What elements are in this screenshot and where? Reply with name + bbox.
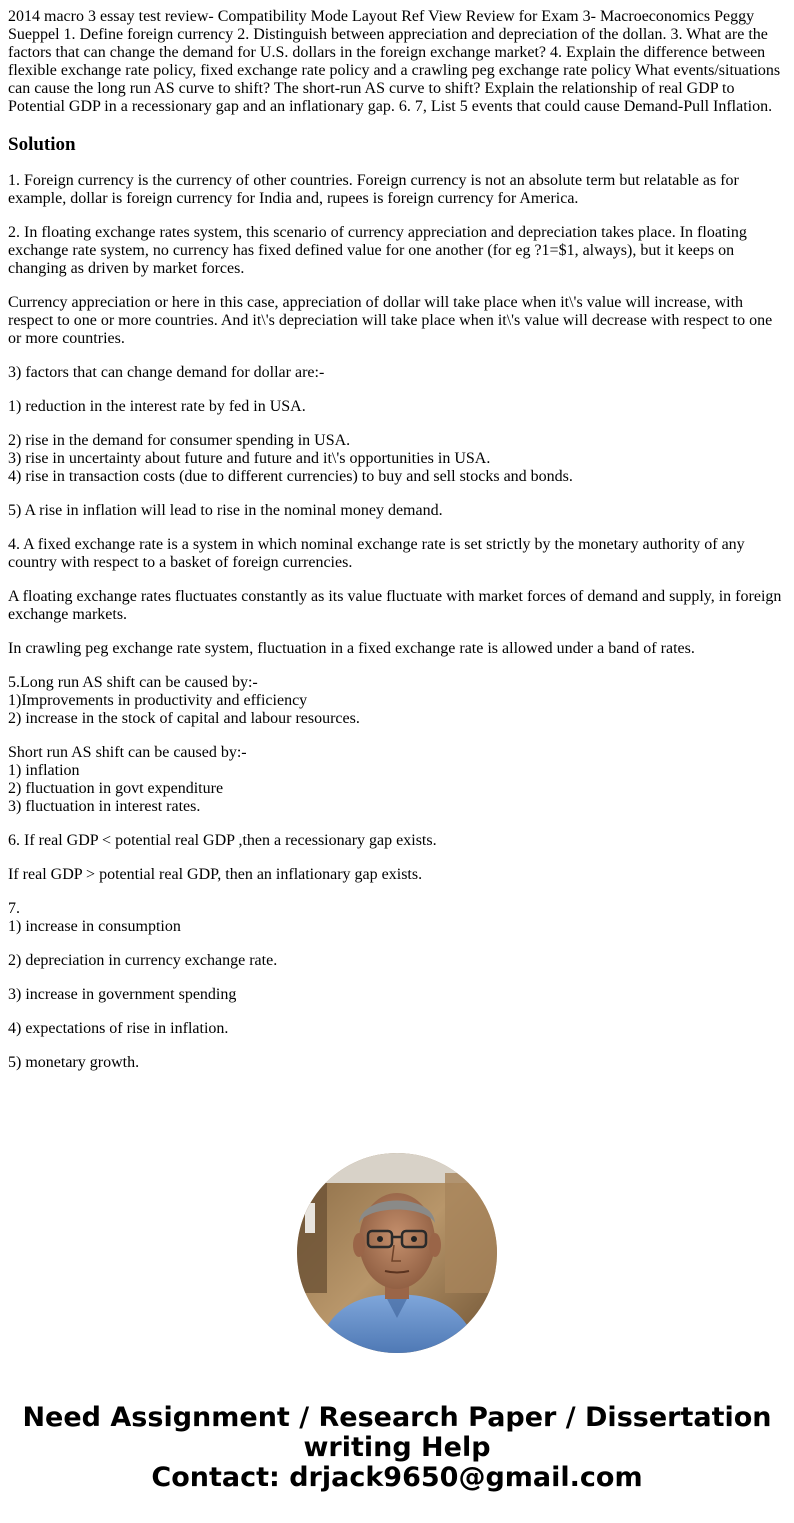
solution-line: 4) expectations of rise in inflation. — [8, 1020, 229, 1037]
solution-paragraph — [8, 364, 786, 382]
promo-line-1: Need Assignment / Research Paper / Dissertation — [22, 1402, 772, 1433]
solution-line: 1) increase in consumption — [8, 918, 181, 935]
solution-paragraph — [8, 172, 786, 208]
solution-line: 1) inflation — [8, 762, 80, 779]
solution-paragraph — [8, 398, 786, 416]
solution-line: 4) rise in transaction costs (due to different currencies) to buy and sell stocks and bonds. — [8, 468, 573, 485]
solution-paragraph — [8, 832, 786, 850]
solution-line: 5) monetary growth. — [8, 1054, 140, 1071]
solution-paragraph — [8, 1020, 786, 1038]
solution-line: 3) increase in government spending — [8, 986, 237, 1003]
solution-paragraph — [8, 640, 786, 658]
solution-line: 2) fluctuation in govt expenditure — [8, 780, 224, 797]
promo-contact: Contact: drjack9650@gmail.com — [151, 1462, 643, 1493]
solution-line: 2) increase in the stock of capital and labour resources. — [8, 710, 360, 727]
solution-heading: Solution — [8, 134, 76, 155]
solution-paragraph — [8, 744, 786, 816]
solution-paragraph — [8, 900, 786, 936]
solution-line: 4. A fixed exchange rate is a system in which nominal exchange rate is set strictly by the monetary authority of any country with respect to a basket of foreign currencies. — [8, 536, 745, 571]
solution-paragraph — [8, 674, 786, 728]
solution-line: 2. In floating exchange rates system, this scenario of currency appreciation and depreciation takes place. In floating exchange rate system, no currency has fixed defined value for one another (for eg ?1=$1, always), but it keeps on changing as driven by market forces. — [8, 224, 747, 277]
solution-paragraph — [8, 432, 786, 486]
solution-line: 3) fluctuation in interest rates. — [8, 798, 201, 815]
solution-paragraph — [8, 1054, 786, 1072]
solution-line: 2) depreciation in currency exchange rate. — [8, 952, 278, 969]
solution-paragraph — [8, 588, 786, 624]
solution-line: Short run AS shift can be caused by:- — [8, 744, 247, 761]
solution-line: In crawling peg exchange rate system, fluctuation in a fixed exchange rate is allowed under a band of rates. — [8, 640, 695, 657]
promo-line-2: writing Help — [303, 1432, 491, 1463]
solution-line: 1)Improvements in productivity and efficiency — [8, 692, 308, 709]
promo-banner — [0, 1403, 794, 1493]
solution-line: 1. Foreign currency is the currency of other countries. Foreign currency is not an absolute term but relatable as for example, dollar is foreign currency for India and, rupees is foreign currency for America. — [8, 172, 739, 207]
solution-line: 1) reduction in the interest rate by fed in USA. — [8, 398, 306, 415]
solution-paragraph — [8, 294, 786, 348]
solution-paragraph — [8, 986, 786, 1004]
solution-line: 6. If real GDP < potential real GDP ,then a recessionary gap exists. — [8, 832, 437, 849]
solution-paragraph — [8, 536, 786, 572]
solution-line: 7. — [8, 900, 20, 917]
question-text: 2014 macro 3 essay test review- Compatibility Mode Layout Ref View Review for Exam 3- Macroeconomics Peggy Sueppel 1. Define foreign currency 2. Distinguish between appreciation and depreciation of the dollan. 3. What are the factors that can change the demand for U.S. dollars in the foreign exchange market? 4. Explain the difference between flexible exchange rate policy, fixed exchange rate policy and a crawling peg exchange rate policy What events/situations can cause the long run AS curve to shift? The short-run AS curve to shift? Explain the relationship of real GDP to Potential GDP in a recessionary gap and an inflationary gap. 6. 7, List 5 events that could cause Demand-Pull Inflation. — [8, 8, 781, 115]
solution-line: Currency appreciation or here in this case, appreciation of dollar will take place when it\'s value will increase, with respect to one or more countries. And it\'s depreciation will take place when it\'s value will decrease with respect to one or more countries. — [8, 294, 773, 347]
solution-line: 3) factors that can change demand for dollar are:- — [8, 364, 325, 381]
person-portrait-icon — [297, 1153, 497, 1353]
solution-line: If real GDP > potential real GDP, then an inflationary gap exists. — [8, 866, 423, 883]
solution-paragraph — [8, 866, 786, 884]
solution-paragraph — [8, 502, 786, 520]
solution-line: 5.Long run AS shift can be caused by:- — [8, 674, 258, 691]
solution-body — [8, 172, 786, 1072]
solution-line: 2) rise in the demand for consumer spending in USA. — [8, 432, 351, 449]
avatar — [297, 1153, 497, 1353]
solution-line: 3) rise in uncertainty about future and future and it\'s opportunities in USA. — [8, 450, 491, 467]
solution-line: A floating exchange rates fluctuates constantly as its value fluctuate with market forces of demand and supply, in foreign exchange markets. — [8, 588, 782, 623]
solution-line: 5) A rise in inflation will lead to rise in the nominal money demand. — [8, 502, 443, 519]
solution-paragraph — [8, 952, 786, 970]
solution-paragraph — [8, 224, 786, 278]
